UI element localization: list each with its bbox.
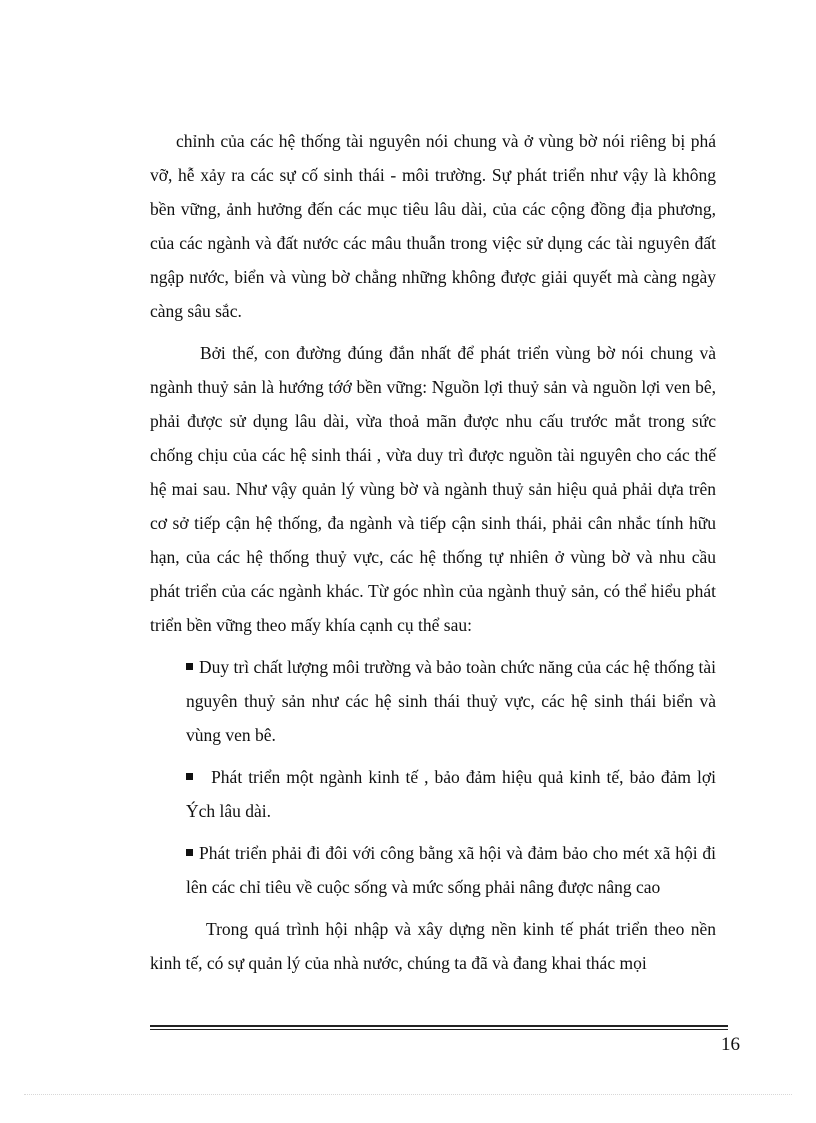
list-item-text: Phát triển phải đi đôi với công bằng xã hội và đảm bảo cho mét xã hội đi lên các chỉ tiêu về cuộc sống và mức sống phải nâng được nâng cao [186,843,716,897]
bullet-list [150,650,716,904]
square-bullet-icon [186,773,193,780]
list-item [186,760,716,828]
square-bullet-icon [186,663,193,670]
paragraph-3: Trong quá trình hội nhập và xây dựng nền kinh tế phát triển theo nền kinh tế, có sự quản lý của nhà nước, chúng ta đã và đang khai thác mọi [150,919,716,973]
page-bottom-dotted-line [24,1094,792,1095]
footer-double-rule [150,1025,728,1030]
list-item-text: Duy trì chất lượng môi trường và bảo toàn chức năng của các hệ thống tài nguyên thuỷ sản như các hệ sinh thái thuỷ vực, các hệ sinh thái biển và vùng ven bê. [186,657,716,745]
paragraph-2: Bởi thế, con đường đúng đắn nhất để phát triển vùng bờ nói chung và ngành thuỷ sản là hướng tớớ bền vững: Nguồn lợi thuỷ sản và nguồn lợi ven bê, phải được sử dụng lâu dài, vừa thoả mãn được nhu cấu trước mắt trong sức chống chịu của các hệ sinh thái , vừa duy trì được nguồn tài nguyên cho các thế hệ mai sau. Như vậy quản lý vùng bờ và ngành thuỷ sản hiệu quả phải dựa trên cơ sở tiếp cận hệ thống, đa ngành và tiếp cận sinh thái, phải cân nhắc tính hữu hạn, của các hệ thống thuỷ vực, các hệ thống tự nhiên ở vùng bờ và nhu cầu phát triển của các ngành khác. Từ góc nhìn của ngành thuỷ sản, có thể hiểu phát triển bền vững theo mấy khía cạnh cụ thể sau: [150,343,716,635]
page-number: 16 [721,1034,740,1055]
square-bullet-icon [186,849,193,856]
body-text [150,124,716,980]
paragraph-1: chỉnh của các hệ thống tài nguyên nói chung và ở vùng bờ nói riêng bị phá vỡ, hễ xảy ra các sự cố sinh thái - môi trường. Sự phát triển như vậy là không bền vững, ảnh hưởng đến các mục tiêu lâu dài, của các cộng đồng địa phương, của các ngành và đất nước các mâu thuẫn trong việc sử dụng các tài nguyên đất ngập nước, biển và vùng bờ chẳng những không được giải quyết mà càng ngày càng sâu sắc. [150,131,716,321]
list-item [186,650,716,752]
list-item-text: Phát triển một ngành kinh tế , bảo đảm hiệu quả kinh tế, bảo đảm lợi Ých lâu dài. [186,767,717,821]
list-item [186,836,716,904]
